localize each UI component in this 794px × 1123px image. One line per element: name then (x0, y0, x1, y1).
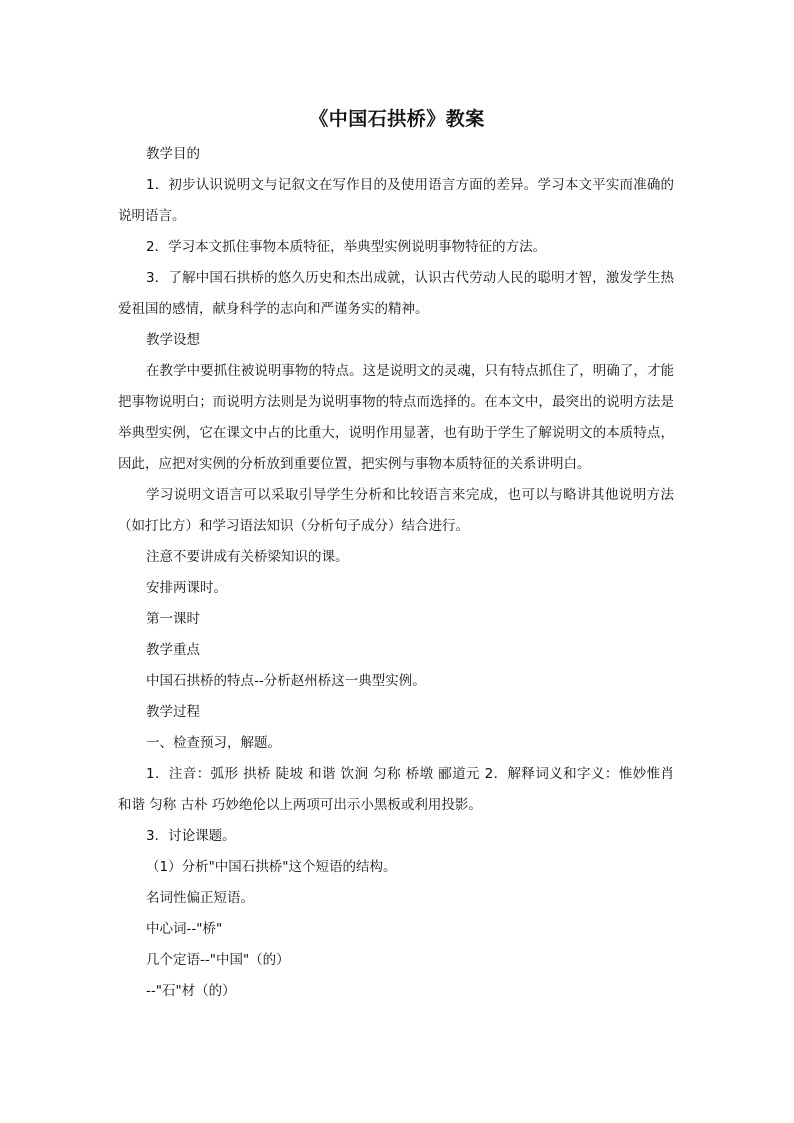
ideas-paragraph-2: 学习说明文语言可以采取引导学生分析和比较语言来完成，也可以与略讲其他说明方法（如打比方）和学习语法知识（分析句子成分）结合进行。 (118, 487, 674, 534)
section-heading-teaching-ideas: 教学设想 (146, 332, 200, 348)
ideas-note: 注意不要讲成有关桥梁知识的课。 (146, 549, 349, 565)
process-pronunciation: 1．注音：弧形 拱桥 陡坡 和谐 饮涧 匀称 桥墩 郦道元 2．解释词义和字义：惟妙惟肖 和谐 匀称 古朴 巧妙绝伦以上两项可出示小黑板或利用投影。 (118, 766, 674, 813)
ideas-paragraph-1: 在教学中要抓住被说明事物的特点。这是说明文的灵魂，只有特点抓住了，明确了，才能把事物说明白；而说明方法则是为说明事物的特点而选择的。在本文中，最突出的说明方法是举典型实例，它在课文中占的比重大，说明作用显著，也有助于学生了解说明文的本质特点，因此，应把对实例的分析放到重要位置，把实例与事物本质特征的关系讲明白。 (118, 363, 674, 472)
section-heading-teaching-goals: 教学目的 (146, 146, 200, 162)
process-analysis-answer: 名词性偏正短语。 (146, 890, 254, 906)
section-heading-process: 教学过程 (146, 704, 200, 720)
process-attribute-1: 几个定语--"中国"（的） (146, 952, 290, 968)
schedule-note: 安排两课时。 (146, 580, 227, 596)
process-attribute-2: --"石"材（的） (146, 983, 236, 999)
process-step-1: 一、检查预习，解题。 (146, 735, 281, 751)
process-step-3: 3．讨论课题。 (146, 828, 236, 844)
process-center-word: 中心词--"桥" (146, 921, 223, 937)
document-title: 《中国石拱桥》教案 (309, 108, 485, 130)
section-heading-key-points: 教学重点 (146, 642, 200, 658)
key-points-text: 中国石拱桥的特点--分析赵州桥这一典型实例。 (146, 673, 426, 689)
goal-item-2: 2．学习本文抓住事物本质特征，举典型实例说明事物特征的方法。 (146, 239, 547, 255)
goal-item-1: 1．初步认识说明文与记叙文在写作目的及使用语言方面的差异。学习本文平实而准确的说明语言。 (118, 177, 674, 224)
section-heading-first-lesson: 第一课时 (146, 611, 200, 627)
goal-item-3: 3．了解中国石拱桥的悠久历史和杰出成就，认识古代劳动人民的聪明才智，激发学生热爱祖国的感情，献身科学的志向和严谨务实的精神。 (118, 270, 674, 317)
process-analysis-1: （1）分析"中国石拱桥"这个短语的结构。 (146, 859, 397, 875)
